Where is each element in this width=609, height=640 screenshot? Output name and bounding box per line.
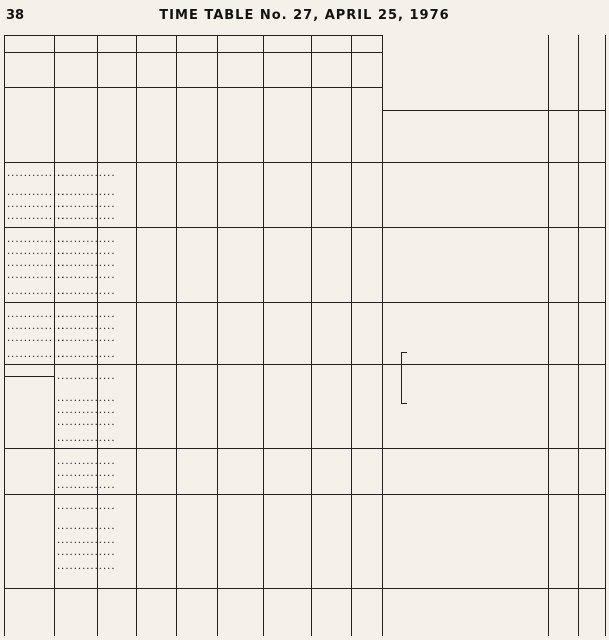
leader: ..............	[57, 321, 116, 332]
abs-bracket	[401, 352, 407, 404]
leader: ..............	[57, 199, 116, 210]
leader: ..............	[57, 417, 116, 428]
column-rule	[136, 35, 137, 636]
leader: ..............	[7, 309, 66, 320]
leader: ..............	[57, 405, 116, 416]
header-rule	[4, 162, 605, 163]
group-rule	[4, 494, 605, 495]
leader: ..............	[57, 433, 116, 444]
group-rule	[4, 227, 605, 228]
leader: ..............	[7, 211, 66, 222]
leader: ..............	[7, 321, 66, 332]
leader: ..............	[57, 270, 116, 281]
leader: ..............	[7, 349, 66, 360]
leader: ..............	[7, 234, 66, 245]
leader: ..............	[57, 211, 116, 222]
leader: ..............	[7, 246, 66, 257]
leader: ..............	[7, 258, 66, 269]
column-rule	[217, 35, 218, 636]
column-rule	[176, 35, 177, 636]
column-rule	[4, 35, 5, 636]
header-rule	[4, 35, 382, 36]
page-header	[0, 6, 609, 28]
leader: ..............	[7, 286, 66, 297]
leader: ..............	[57, 309, 116, 320]
leader: ..............	[57, 258, 116, 269]
header-rule	[4, 52, 382, 53]
leader: ..............	[57, 468, 116, 479]
leader: ..............	[7, 270, 66, 281]
header-rule	[4, 87, 382, 88]
header-rule	[382, 110, 605, 111]
column-rule	[382, 35, 383, 636]
column-rule	[351, 35, 352, 636]
leader: ..............	[57, 547, 116, 558]
leader: ..............	[57, 480, 116, 491]
leader: ..............	[57, 456, 116, 467]
column-rule	[311, 35, 312, 636]
leader: ..............	[57, 234, 116, 245]
group-rule	[4, 448, 605, 449]
leader: ..............	[57, 501, 116, 512]
leader: ..............	[7, 333, 66, 344]
leader: ..............	[57, 286, 116, 297]
footer-rule	[4, 588, 605, 589]
group-rule	[4, 376, 54, 377]
group-rule	[4, 302, 605, 303]
column-rule	[578, 35, 579, 636]
leader: ..............	[7, 168, 66, 179]
column-rule	[605, 35, 606, 636]
column-rule	[263, 35, 264, 636]
leader: ..............	[57, 371, 116, 382]
leader: ..............	[57, 349, 116, 360]
leader: ..............	[57, 187, 116, 198]
column-rule	[548, 35, 549, 636]
page-number: 38	[6, 8, 25, 23]
leader: ..............	[57, 561, 116, 572]
leader: ..............	[7, 187, 66, 198]
leader: ..............	[7, 199, 66, 210]
leader: ..............	[57, 333, 116, 344]
leader: ..............	[57, 521, 116, 532]
leader: ..............	[57, 535, 116, 546]
leader: ..............	[57, 168, 116, 179]
group-rule	[4, 364, 605, 365]
leader: ..............	[57, 393, 116, 404]
page-title: TIME TABLE No. 27, APRIL 25, 1976	[159, 8, 450, 23]
leader: ..............	[57, 246, 116, 257]
